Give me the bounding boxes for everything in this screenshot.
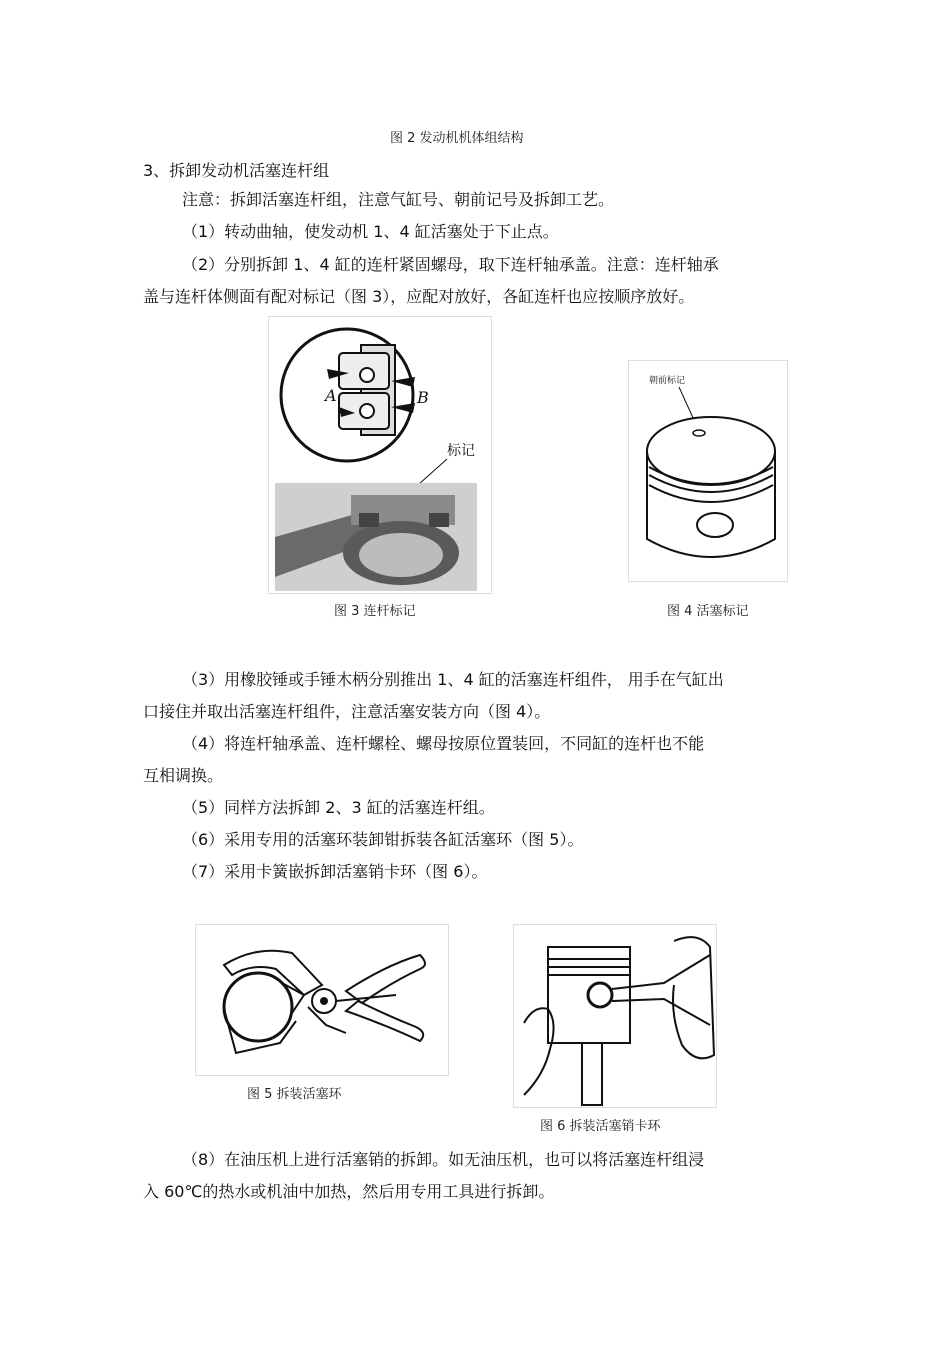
figure-4-piston-image	[628, 360, 788, 582]
fig4-mark-label: 朝前标记	[649, 376, 686, 386]
figure-3-connecting-rod-image	[268, 316, 492, 594]
step-3-line-2: 口接住并取出活塞连杆组件，注意活塞安装方向（图 4）。	[143, 702, 551, 721]
note-paragraph: 注意：拆卸活塞连杆组，注意气缸号、朝前记号及拆卸工艺。	[182, 190, 615, 209]
step-6-paragraph: （6）采用专用的活塞环装卸钳拆装各缸活塞环（图 5）。	[182, 830, 584, 849]
section-heading: 3、拆卸发动机活塞连杆组	[143, 161, 330, 180]
fig3-label-a: A	[325, 386, 337, 405]
figure-5-caption: 图 5 拆装活塞环	[247, 1087, 342, 1102]
step-2-line-2: 盖与连杆体侧面有配对标记（图 3），应配对放好，各缸连杆也应按顺序放好。	[143, 287, 695, 306]
step-2-line-1: （2）分别拆卸 1、4 缸的连杆紧固螺母，取下连杆轴承盖。注意：连杆轴承	[182, 255, 719, 274]
step-5-paragraph: （5）同样方法拆卸 2、3 缸的活塞连杆组。	[182, 798, 495, 817]
step-4-line-1: （4）将连杆轴承盖、连杆螺栓、螺母按原位置装回，不同缸的连杆也不能	[182, 734, 705, 753]
step-3-line-1: （3）用橡胶锤或手锤木柄分别推出 1、4 缸的活塞连杆组件， 用手在气缸出	[182, 670, 724, 689]
step-4-line-2: 互相调换。	[143, 766, 224, 785]
figure-4-caption: 图 4 活塞标记	[667, 604, 749, 619]
step-7-paragraph: （7）采用卡簧嵌拆卸活塞销卡环（图 6）。	[182, 862, 488, 881]
step-8-line-1: （8）在油压机上进行活塞销的拆卸。如无油压机，也可以将活塞连杆组浸	[182, 1150, 705, 1169]
figure-5-ring-pliers-image	[195, 924, 449, 1076]
fig3-mark-label: 标记	[447, 443, 475, 459]
step-8-line-2: 入 60℃的热水或机油中加热，然后用专用工具进行拆卸。	[143, 1182, 555, 1201]
figure-2-caption: 图 2 发动机机体组结构	[390, 131, 524, 146]
figure-6-snap-ring-image	[513, 924, 717, 1108]
step-1-paragraph: （1）转动曲轴，使发动机 1、4 缸活塞处于下止点。	[182, 222, 559, 241]
figure-3-caption: 图 3 连杆标记	[334, 604, 416, 619]
fig3-label-b: B	[417, 388, 429, 407]
figure-6-caption: 图 6 拆装活塞销卡环	[540, 1119, 661, 1134]
